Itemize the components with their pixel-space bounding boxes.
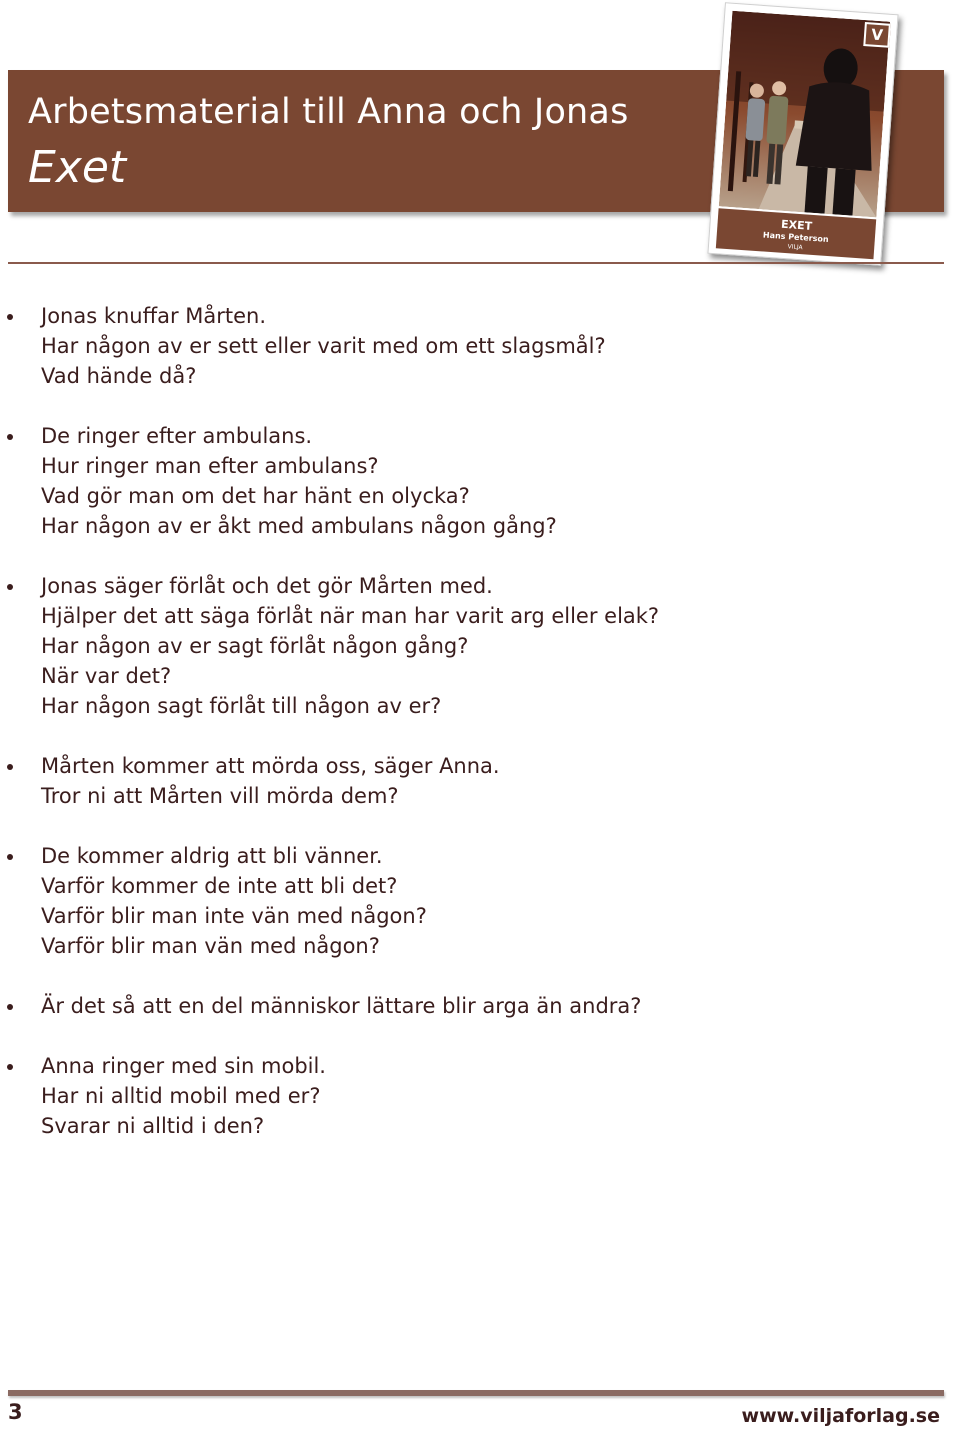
book-cover (707, 2, 898, 266)
question-line: Svarar ni alltid i den? (41, 1114, 265, 1138)
question-line: Har någon av er sett eller varit med om ett slagsmål? (41, 334, 606, 358)
question-line: Jonas säger förlåt och det gör Mårten med. (41, 574, 493, 598)
website-link[interactable]: www.viljaforlag.se (741, 1405, 940, 1427)
question-line: Har någon av er sagt förlåt någon gång? (41, 634, 469, 658)
question-line: Tror ni att Mårten vill mörda dem? (41, 784, 399, 808)
question-group (0, 421, 960, 541)
bullet-icon (7, 314, 13, 320)
page-number: 3 (8, 1400, 23, 1424)
question-group (0, 991, 960, 1021)
cover-author: Hans Peterson (762, 230, 829, 245)
bullet-icon (7, 1004, 13, 1010)
question-line: Har ni alltid mobil med er? (41, 1084, 321, 1108)
question-line: De ringer efter ambulans. (41, 424, 313, 448)
question-group (0, 571, 960, 721)
question-line: Hjälper det att säga förlåt när man har varit arg eller elak? (41, 604, 660, 628)
bullet-icon (7, 434, 13, 440)
question-line: Vad gör man om det har hänt en olycka? (41, 484, 470, 508)
question-line: Varför kommer de inte att bli det? (41, 874, 398, 898)
question-line: Vad hände då? (41, 364, 197, 388)
question-line: När var det? (41, 664, 172, 688)
question-group (0, 301, 960, 391)
question-line: Hur ringer man efter ambulans? (41, 454, 379, 478)
question-line: Anna ringer med sin mobil. (41, 1054, 326, 1078)
page-title: Arbetsmaterial till Anna och Jonas (28, 92, 629, 132)
cover-publisher: VILJA (787, 243, 803, 252)
publisher-logo-badge: V (863, 22, 891, 48)
cover-caption (716, 208, 876, 259)
question-group (0, 1051, 960, 1141)
page-subtitle: Exet (28, 142, 127, 193)
question-line: Är det så att en del människor lättare blir arga än andra? (41, 994, 642, 1018)
question-line: Jonas knuffar Mårten. (41, 304, 267, 328)
bullet-icon (7, 764, 13, 770)
header-divider (8, 262, 944, 264)
question-line: Har någon av er åkt med ambulans någon gång? (41, 514, 557, 538)
question-line: Varför blir man inte vän med någon? (41, 904, 427, 928)
question-group (0, 841, 960, 961)
bullet-icon (7, 854, 13, 860)
cover-title: EXET (780, 217, 813, 233)
question-line: Har någon sagt förlåt till någon av er? (41, 694, 442, 718)
question-list (0, 301, 960, 1171)
question-line: Varför blir man vän med någon? (41, 934, 380, 958)
bullet-icon (7, 1064, 13, 1070)
footer-divider (8, 1390, 944, 1396)
question-group (0, 751, 960, 811)
question-line: Mårten kommer att mörda oss, säger Anna. (41, 754, 500, 778)
bullet-icon (7, 584, 13, 590)
question-line: De kommer aldrig att bli vänner. (41, 844, 383, 868)
